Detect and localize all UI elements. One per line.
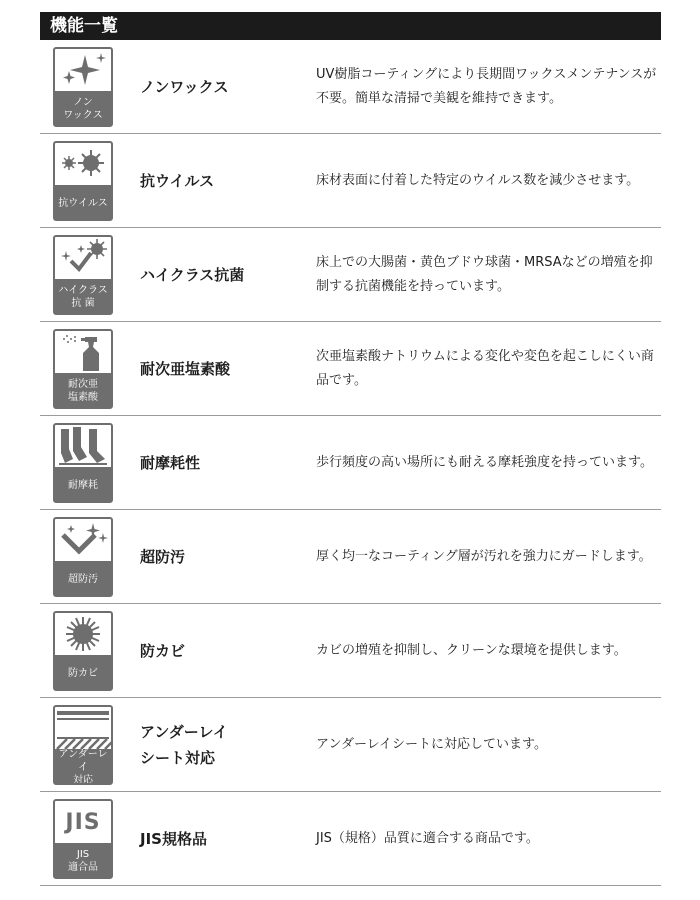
feature-name: 耐摩耗性 [140, 453, 201, 472]
feature-description: 次亜塩素酸ナトリウムによる変化や変色を起こしにくい商品です。 [316, 348, 654, 388]
list-item [40, 228, 661, 322]
feature-name: 耐次亜塩素酸 [140, 359, 231, 378]
feature-list [40, 40, 661, 886]
feature-name: 超防汚 [140, 547, 186, 566]
badge-label: 抗ウイルス [58, 197, 108, 209]
list-item [40, 698, 661, 792]
list-item [40, 322, 661, 416]
virus-icon [55, 143, 111, 185]
feature-badge [53, 235, 113, 315]
underlay-icon [55, 707, 111, 749]
footsteps-icon [55, 425, 111, 467]
feature-name: 防カビ [140, 641, 186, 660]
feature-badge [53, 47, 113, 127]
list-item [40, 134, 661, 228]
feature-description: 床材表面に付着した特定のウイルス数を減少させます。 [316, 172, 640, 188]
feature-badge [53, 517, 113, 597]
page-title: 機能一覧 [40, 12, 661, 40]
feature-name: JIS規格品 [140, 829, 207, 848]
badge-label: アンダーレイ 対応 [58, 748, 108, 785]
list-item [40, 416, 661, 510]
feature-name: 抗ウイルス [140, 171, 215, 190]
feature-description: 厚く均一なコーティング層が汚れを強力にガードします。 [316, 548, 652, 564]
feature-description: UV樹脂コーティングにより長期間ワックスメンテナンスが不要。簡単な清掃で美観を維持できます。 [316, 66, 657, 106]
badge-label: 防カビ [68, 667, 98, 679]
feature-badge [53, 141, 113, 221]
shield-sparkle-icon [55, 519, 111, 561]
badge-label: JIS 適合品 [68, 849, 98, 873]
feature-badge [53, 423, 113, 503]
feature-name: ノンワックス [140, 77, 229, 96]
list-item [40, 510, 661, 604]
feature-name: ハイクラス抗菌 [140, 265, 245, 284]
list-item [40, 40, 661, 134]
feature-badge [53, 611, 113, 691]
badge-label: ハイクラス 抗 菌 [58, 285, 108, 309]
feature-description: JIS（規格）品質に適合する商品です。 [316, 830, 539, 846]
badge-label: 耐次亜 塩素酸 [68, 379, 98, 403]
feature-name: アンダーレイ シート対応 [140, 722, 228, 767]
badge-label: ノン ワックス [63, 97, 103, 121]
feature-description: カビの増殖を抑制し、クリーンな環境を提供します。 [316, 642, 627, 658]
list-item [40, 604, 661, 698]
feature-badge [53, 799, 113, 879]
list-item [40, 792, 661, 886]
spray-bottle-icon [55, 331, 111, 373]
feature-badge [53, 329, 113, 409]
feature-description: 歩行頻度の高い場所にも耐える摩耗強度を持っています。 [316, 454, 653, 470]
feature-description: 床上での大腸菌・黄色ブドウ球菌・MRSAなどの増殖を抑制する抗菌機能を持っています。 [316, 254, 653, 294]
bacteria-icon [55, 237, 111, 279]
sparkle-icon [55, 49, 111, 91]
feature-description: アンダーレイシートに対応しています。 [316, 736, 548, 752]
jis-icon: JIS [65, 809, 101, 835]
feature-badge [53, 705, 113, 785]
badge-label: 超防汚 [68, 573, 98, 585]
badge-label: 耐摩耗 [68, 479, 98, 491]
mold-icon [55, 613, 111, 655]
